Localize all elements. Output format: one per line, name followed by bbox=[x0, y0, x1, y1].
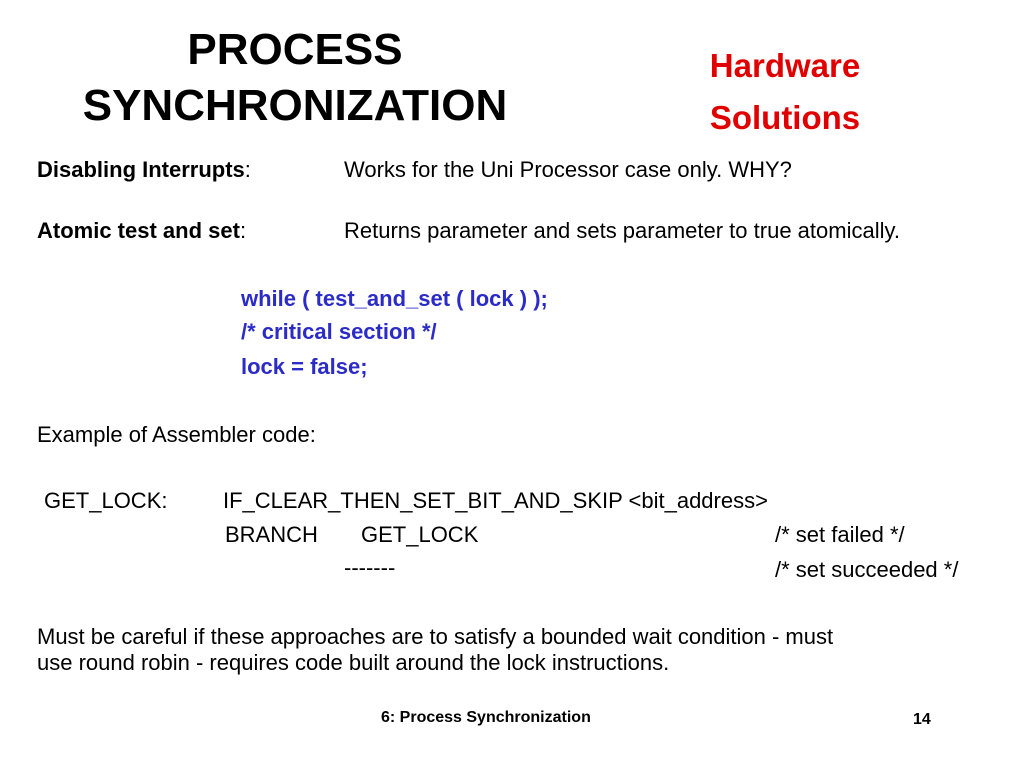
note-line-2: use round robin - requires code built around the lock instructions. bbox=[37, 650, 670, 675]
title-line-2: SYNCHRONIZATION bbox=[82, 81, 508, 130]
atomic-test-set-desc: Returns parameter and sets parameter to true atomically. bbox=[344, 218, 900, 243]
atomic-test-set-colon: : bbox=[239, 218, 247, 243]
title-line-1: PROCESS bbox=[187, 25, 403, 74]
asm-line-3-instr: ------- bbox=[344, 555, 396, 580]
example-label: Example of Assembler code: bbox=[37, 422, 316, 447]
asm-line-2-comment: /* set failed */ bbox=[775, 522, 905, 547]
asm-line-1: IF_CLEAR_THEN_SET_BIT_AND_SKIP <bit_address> bbox=[223, 488, 768, 513]
disabling-interrupts-desc: Works for the Uni Processor case only. WHY? bbox=[344, 157, 792, 182]
disabling-interrupts-label: Disabling Interrupts bbox=[37, 157, 245, 182]
note-line-1: Must be careful if these approaches are to satisfy a bounded wait condition - must bbox=[37, 624, 834, 649]
footer-chapter: 6: Process Synchronization bbox=[381, 709, 591, 726]
asm-line-2-arg: GET_LOCK bbox=[361, 522, 479, 547]
code-line: /* critical section */ bbox=[241, 319, 437, 344]
asm-line-3-comment: /* set succeeded */ bbox=[775, 557, 959, 582]
slide-title bbox=[40, 22, 550, 134]
slide-subtitle bbox=[670, 40, 900, 144]
subtitle-line-2: Solutions bbox=[709, 99, 861, 136]
atomic-test-set-label: Atomic test and set bbox=[37, 218, 240, 243]
asm-line-2-instr: BRANCH bbox=[225, 522, 318, 547]
subtitle-line-1: Hardware bbox=[709, 47, 861, 84]
atomic-test-set-term bbox=[37, 218, 246, 244]
disabling-interrupts-colon: : bbox=[244, 157, 251, 182]
code-line: lock = false; bbox=[241, 354, 368, 379]
disabling-interrupts-term bbox=[37, 157, 251, 183]
code-line: while ( test_and_set ( lock ) ); bbox=[241, 286, 548, 311]
asm-label: GET_LOCK: bbox=[44, 488, 168, 513]
footer-page-number: 14 bbox=[913, 711, 931, 728]
